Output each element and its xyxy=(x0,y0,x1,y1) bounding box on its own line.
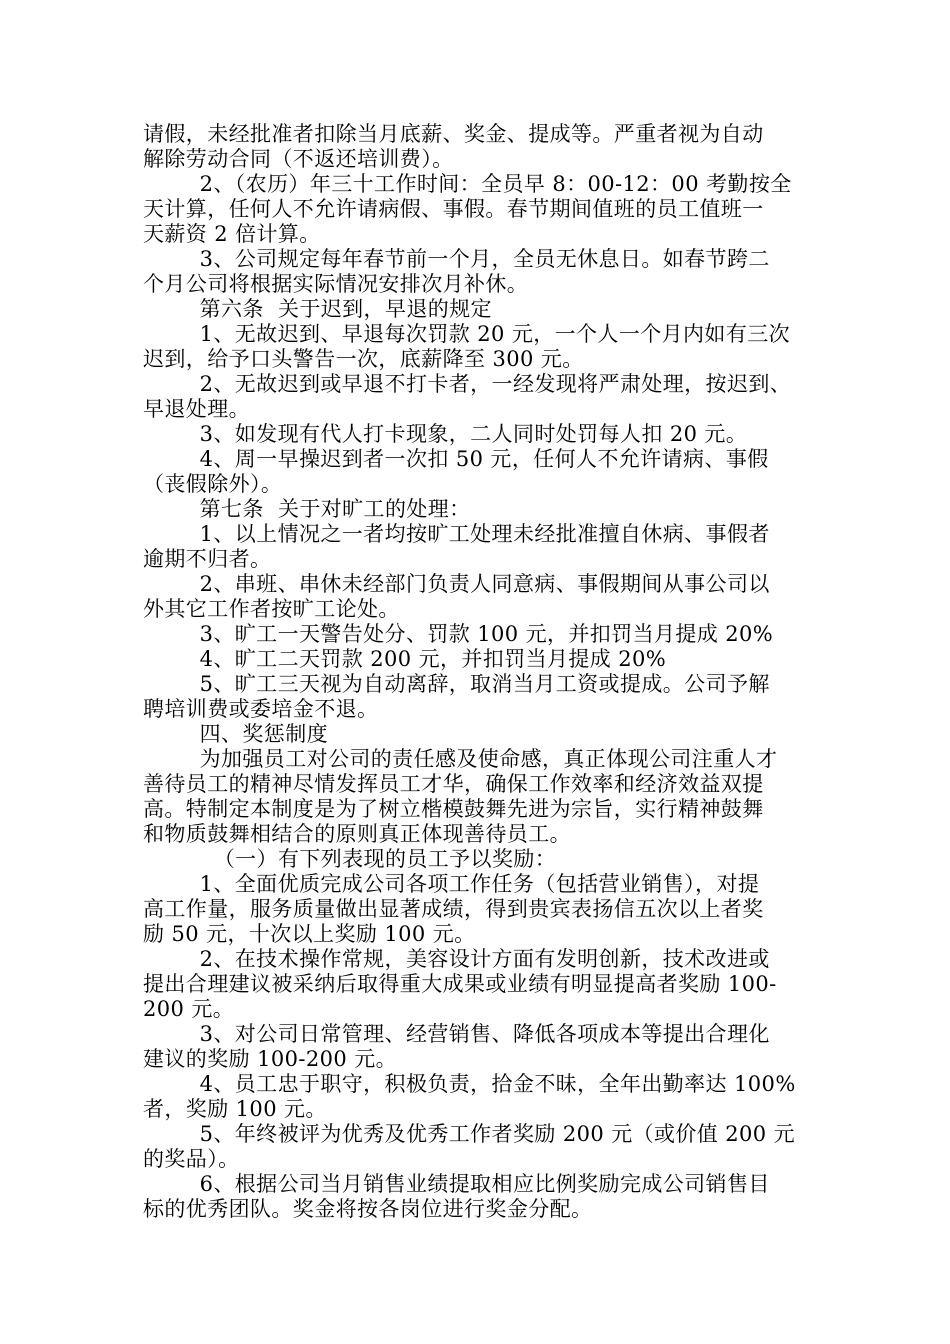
text-line: 外其它工作者按旷工论处。 xyxy=(143,597,400,621)
text-line: 早退处理。 xyxy=(143,397,250,421)
text-line: 天计算，任何人不允许请病假、事假。春节期间值班的员工值班一 xyxy=(143,197,764,221)
text-line: （丧假除外）。 xyxy=(143,472,283,496)
document-page xyxy=(143,122,815,1222)
text-line: 聘培训费或委培金不退。 xyxy=(143,697,379,721)
section-heading: 第六条 关于迟到，早退的规定 xyxy=(143,297,492,321)
text-line: 请假，未经批准者扣除当月底薪、奖金、提成等。严重者视为自动 xyxy=(143,122,764,146)
text-line: 4、员工忠于职守，积极负责，拾金不昧，全年出勤率达 100% xyxy=(143,1072,796,1096)
text-line: 2、串班、串休未经部门负责人同意病、事假期间从事公司以 xyxy=(143,572,770,596)
text-line: 迟到，给予口头警告一次，底薪降至 300 元。 xyxy=(143,347,584,371)
text-line: 5、旷工三天视为自动离辞，取消当月工资或提成。公司予解 xyxy=(143,672,770,696)
text-line: 3、对公司日常管理、经营销售、降低各项成本等提出合理化 xyxy=(143,1022,770,1046)
text-line: 标的优秀团队。奖金将按各岗位进行奖金分配。 xyxy=(143,1197,593,1221)
text-line: 励 50 元，十次以上奖励 100 元。 xyxy=(143,922,476,946)
text-line: 解除劳动合同（不返还培训费）。 xyxy=(143,147,454,171)
section-heading: 第七条 关于对旷工的处理： xyxy=(143,497,471,521)
text-line: 5、年终被评为优秀及优秀工作者奖励 200 元（或价值 200 元 xyxy=(143,1122,796,1146)
text-line: 3、旷工一天警告处分、罚款 100 元，并扣罚当月提成 20% xyxy=(143,622,774,646)
text-line: 4、周一早操迟到者一次扣 50 元，任何人不允许请病、事假 xyxy=(143,447,769,471)
subsection-heading: （一）有下列表现的员工予以奖励： xyxy=(143,847,557,871)
text-line: 1、全面优质完成公司各项工作任务（包括营业销售），对提 xyxy=(143,872,760,896)
text-line: 为加强员工对公司的责任感及使命感，真正体现公司注重人才 xyxy=(143,747,778,771)
text-line: 和物质鼓舞相结合的原则真正体现善待员工。 xyxy=(143,822,571,846)
text-line: 建议的奖励 100-200 元。 xyxy=(143,1047,398,1071)
text-line: 个月公司将根据实际情况安排次月补休。 xyxy=(143,272,529,296)
text-line: 6、根据公司当月销售业绩提取相应比例奖励完成公司销售目 xyxy=(143,1172,770,1196)
text-line: 4、旷工二天罚款 200 元，并扣罚当月提成 20% xyxy=(143,647,667,671)
text-line: 1、以上情况之一者均按旷工处理未经批准擅自休病、事假者 xyxy=(143,522,770,546)
text-line: 高。特制定本制度是为了树立楷模鼓舞先进为宗旨，实行精神鼓舞 xyxy=(143,797,764,821)
text-line: 天薪资 2 倍计算。 xyxy=(143,222,321,246)
text-line: 2、（农历）年三十工作时间：全员早 8：00-12：00 考勤按全 xyxy=(143,172,792,196)
section-heading: 四、奖惩制度 xyxy=(143,722,329,746)
text-line: 2、在技术操作常规，美容设计方面有发明创新，技术改进或 xyxy=(143,947,770,971)
text-line: 3、公司规定每年春节前一个月，全员无休息日。如春节跨二 xyxy=(143,247,770,271)
text-line: 2、无故迟到或早退不打卡者，一经发现将严肃处理，按迟到、 xyxy=(143,372,792,396)
text-line: 3、如发现有代人打卡现象，二人同时处罚每人扣 20 元。 xyxy=(143,422,748,446)
text-line: 善待员工的精神尽情发挥员工才华，确保工作效率和经济效益双提 xyxy=(143,772,764,796)
text-line: 提出合理建议被采纳后取得重大成果或业绩有明显提高者奖励 100- xyxy=(143,972,777,996)
text-line: 高工作量，服务质量做出显著成绩，得到贵宾表扬信五次以上者奖 xyxy=(143,897,764,921)
text-line: 者，奖励 100 元。 xyxy=(143,1097,327,1121)
text-line: 200 元。 xyxy=(143,997,235,1021)
text-line: 的奖品）。 xyxy=(143,1147,240,1171)
text-line: 1、无故迟到、早退每次罚款 20 元，一个人一个月内如有三次 xyxy=(143,322,791,346)
text-line: 逾期不归者。 xyxy=(143,547,272,571)
